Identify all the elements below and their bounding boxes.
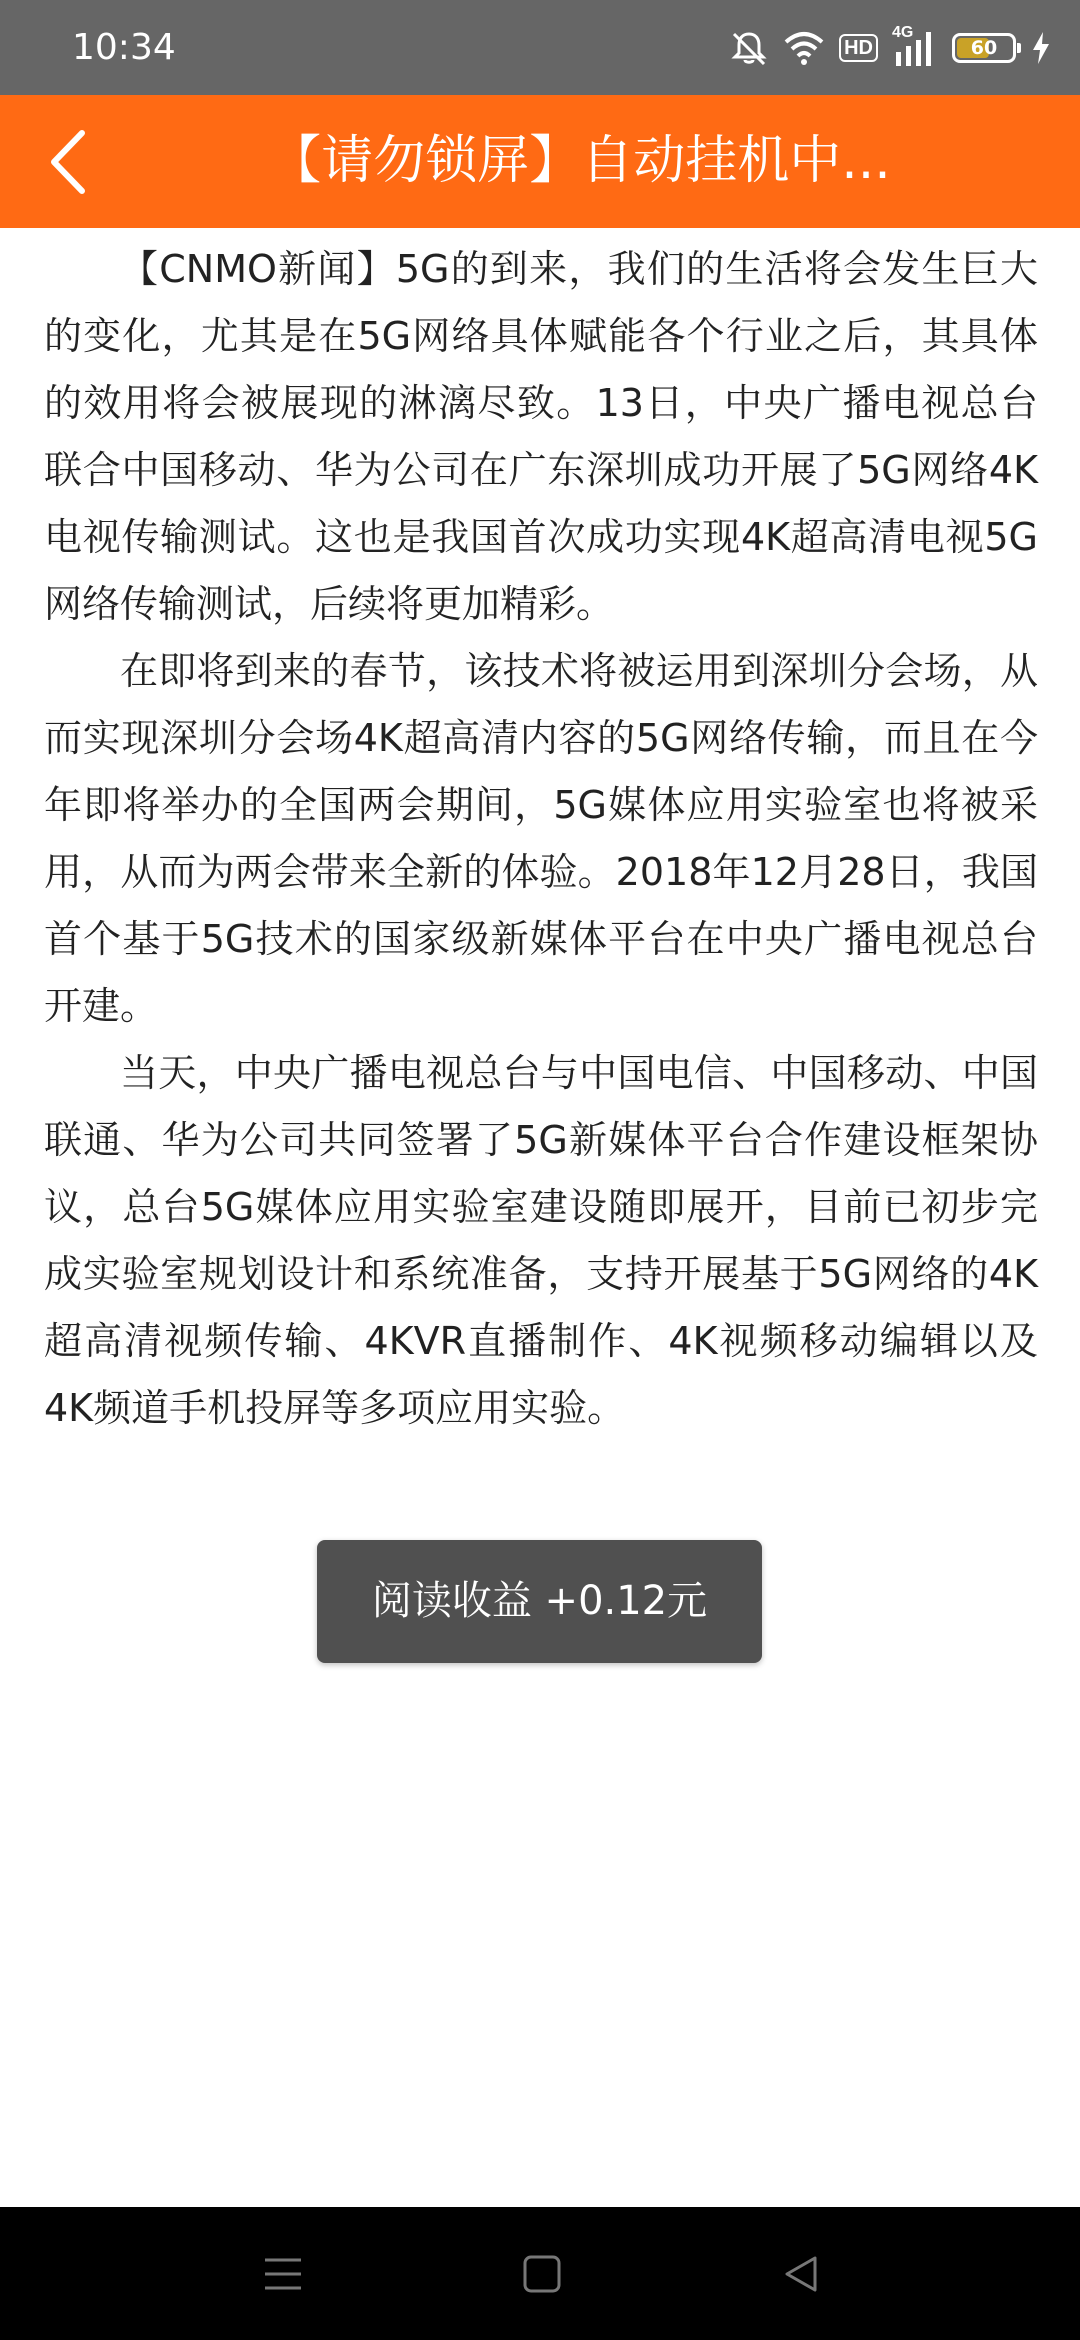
wifi-icon [783,30,825,66]
article-paragraph: 在即将到来的春节，该技术将被运用到深圳分会场，从而实现深圳分会场4K超高清内容的5G网络传输，而且在今年即将举办的全国两会期间，5G媒体应用实验室也将被采用，从而为两会带来全新的体验。2018年12月28日，我国首个基于5G技术的国家级新媒体平台在中央广播电视总台开建。 [44,649,1038,1028]
article-paragraph: 当天，中央广播电视总台与中国电信、中国移动、中国联通、华为公司共同签署了5G新媒体平台合作建设框架协议，总台5G媒体应用实验室建设随即展开，目前已初步完成实验室规划设计和系统准备，支持开展基于5G网络的4K超高清视频传输、4KVR直播制作、4K视频移动编辑以及4K频道手机投屏等多项应用实验。 [44,1051,1038,1430]
bell-off-icon [729,28,769,68]
network-type-label: 4G [892,24,914,41]
back-triangle-icon [779,2252,823,2296]
menu-icon [261,2254,305,2294]
home-icon [520,2252,564,2296]
back-nav-button[interactable] [766,2239,836,2309]
home-button[interactable] [507,2239,577,2309]
app-header [0,95,1080,228]
signal-icon [892,24,938,68]
article-body [44,236,1038,1442]
reading-reward-toast: 阅读收益 +0.12元 [317,1540,762,1663]
menu-button[interactable] [248,2239,318,2309]
status-bar [0,0,1080,95]
status-time: 10:34 [72,27,176,68]
system-nav-bar [0,2207,1080,2340]
article-paragraph: 【CNMO新闻】5G的到来，我们的生活将会发生巨大的变化，尤其是在5G网络具体赋能各个行业之后，其具体的效用将会被展现的淋漓尽致。13日，中央广播电视总台联合中国移动、华为公司在广东深圳成功开展了5G网络4K电视传输测试。这也是我国首次成功实现4K超高清电视5G网络传输测试，后续将更加精彩。 [44,247,1038,626]
battery-icon [952,33,1016,63]
battery-tip [1017,43,1021,53]
battery-level: 60 [970,37,998,59]
page-title: 【请勿锁屏】自动挂机中... [269,131,891,191]
hd-icon: HD [839,34,878,62]
status-icons [729,26,1052,70]
back-button[interactable] [24,117,114,207]
charging-icon [1030,30,1052,66]
back-arrow-icon [44,127,94,197]
